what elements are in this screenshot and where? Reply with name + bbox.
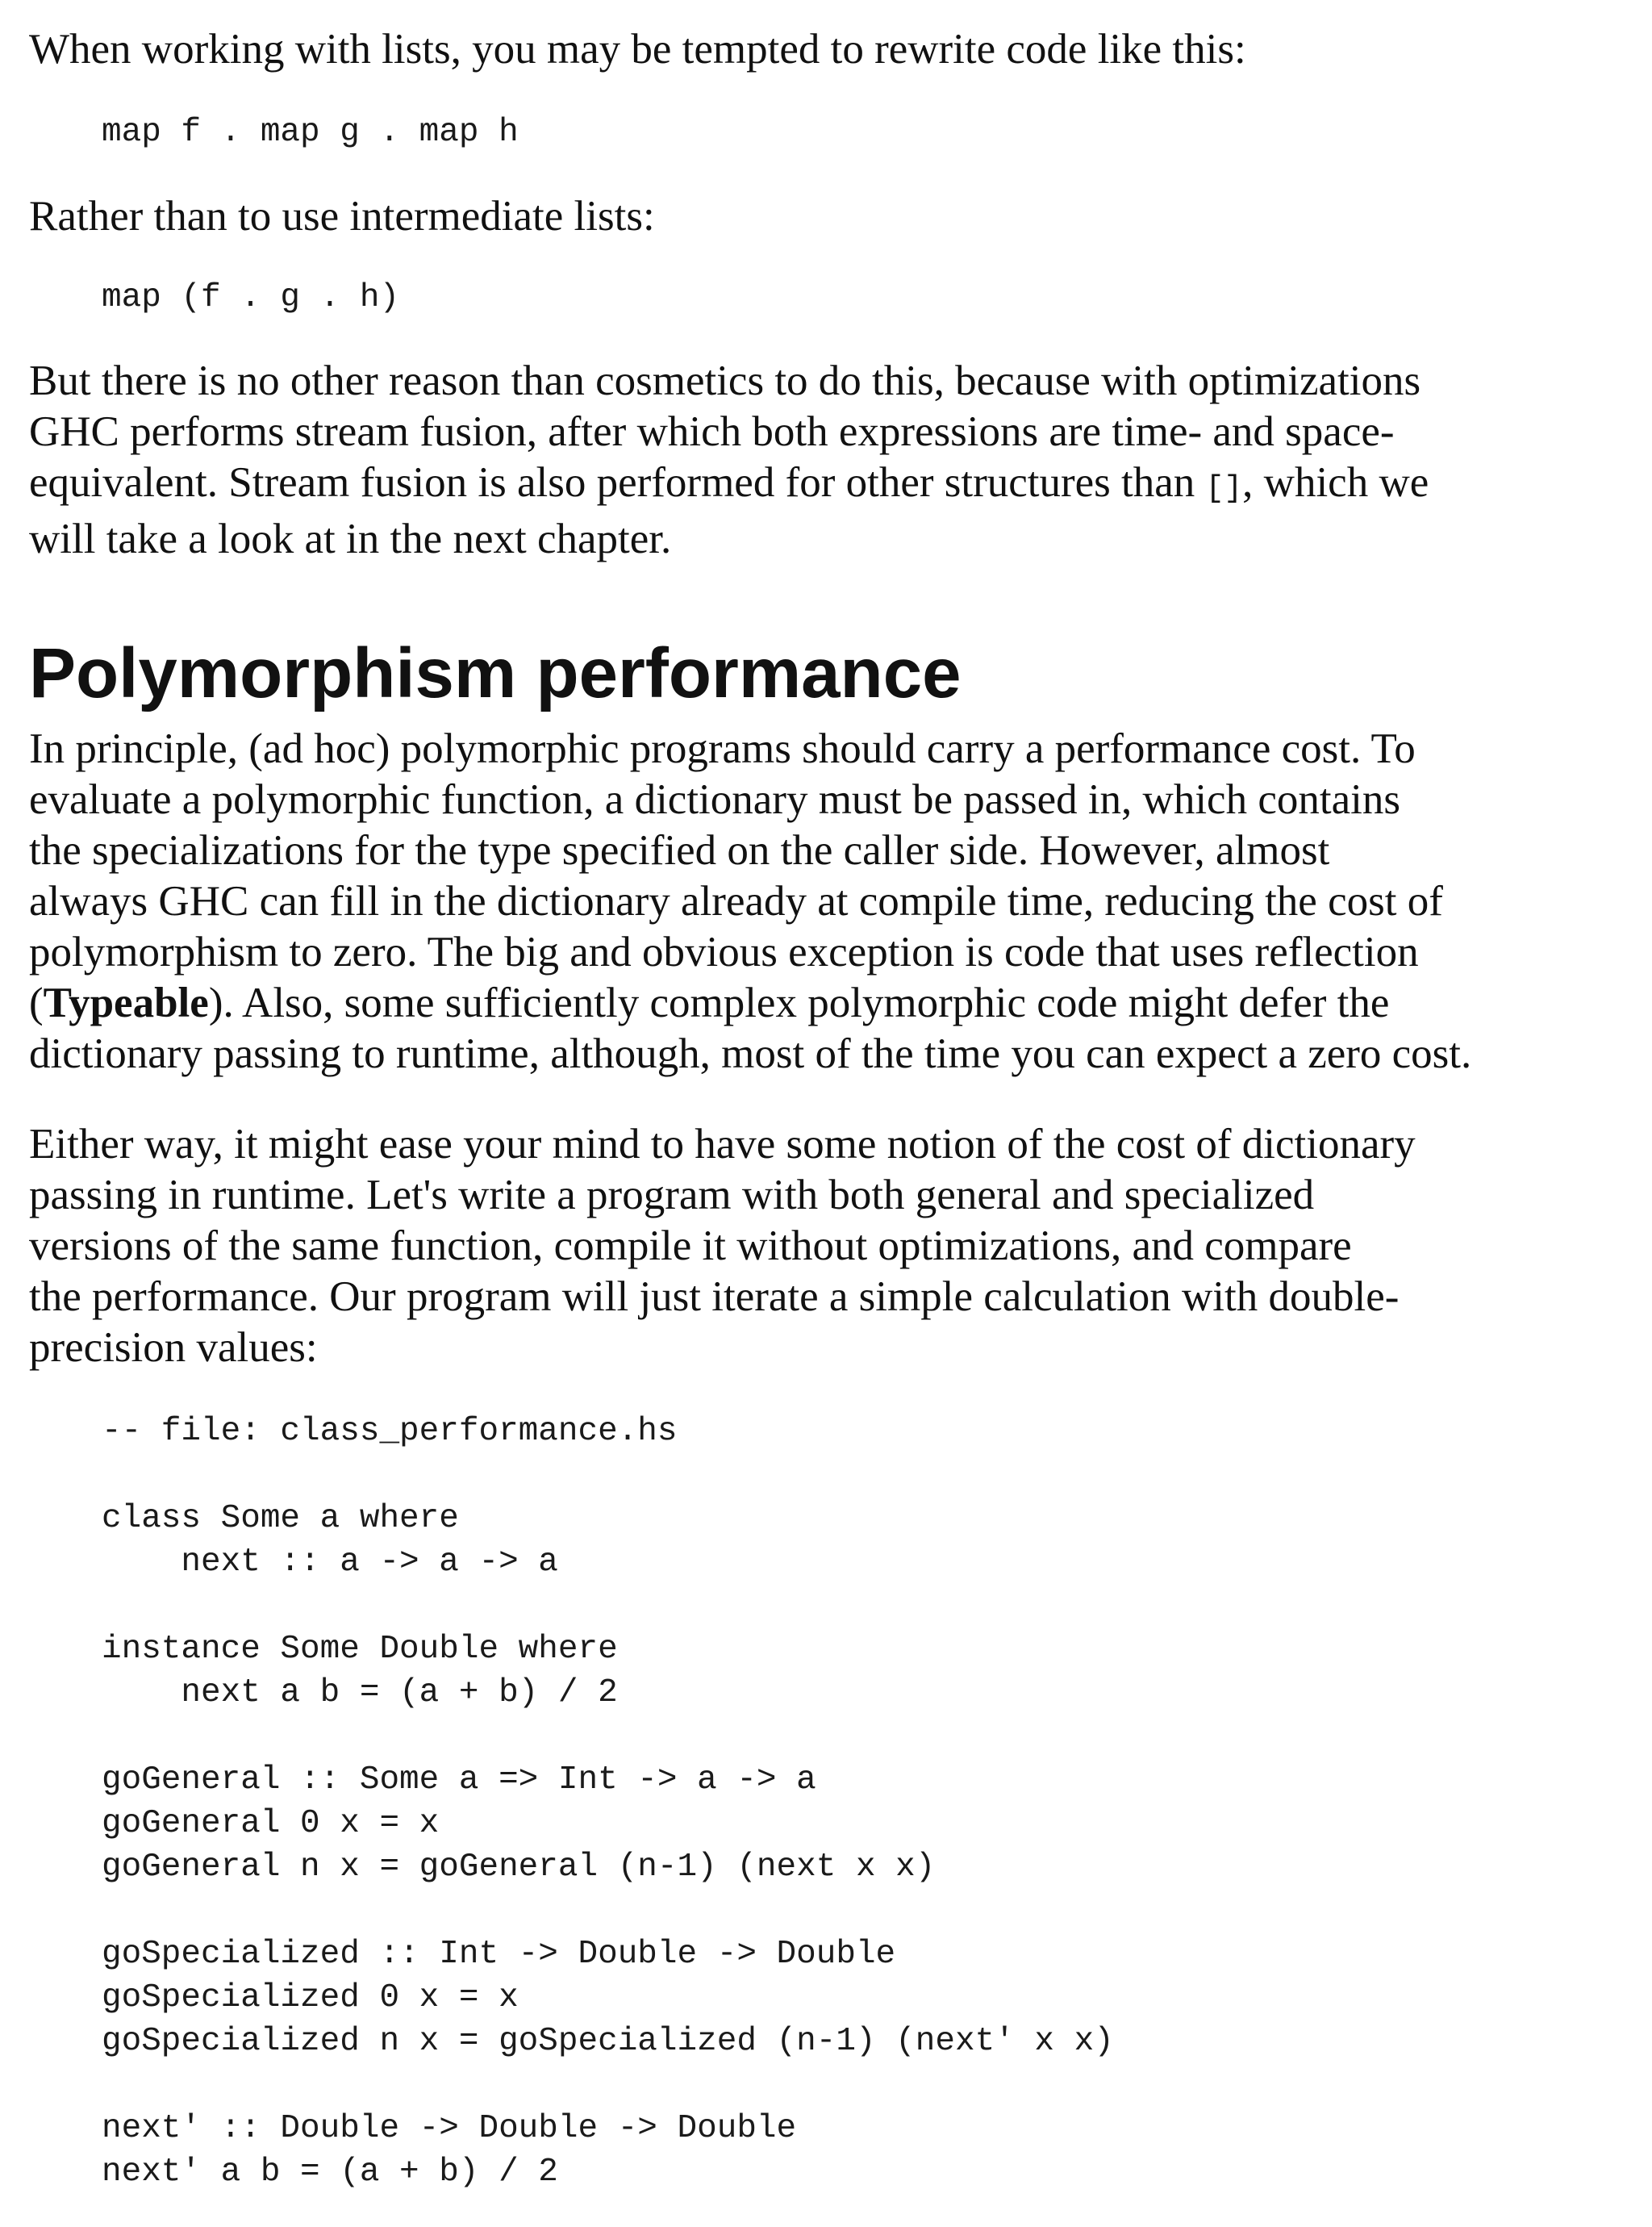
inline-code-empty-list: [] xyxy=(1205,471,1243,506)
intro-paragraph-1: When working with lists, you may be tempted to rewrite code like this: xyxy=(29,26,1246,73)
section-paragraph-1-text-a: In principle, (ad hoc) polymorphic programs should carry a performance cost. To evaluate a polymorphic function, a dictionary must be passed in, which contains the specializations for the type specified on the caller side. However, almost always GHC can fill in the dictionary already at compile time, reducing the cost of polymorphism to zero. The big and obvious exception is code that uses reflection ( xyxy=(29,725,1443,1026)
section-paragraph-1 xyxy=(29,724,1634,1080)
code-example-map-chain: map f . map g . map h xyxy=(102,114,519,151)
code-example-map-composed: map (f . g . h) xyxy=(102,279,400,316)
intro-paragraph-3-text-b: , which we will take a look at in the next chapter. xyxy=(29,459,1429,562)
section-heading: Polymorphism performance xyxy=(29,634,962,712)
typeable-keyword: Typeable xyxy=(43,980,209,1026)
code-listing-class-performance: -- file: class_performance.hs class Some a where next :: a -> a -> a instance Some Double where next a b = (a + b) / 2 goGeneral :: Some a => Int -> a -> a goGeneral 0 x = x goGeneral n x = goGeneral (n-1) (next x x) goSpecialized :: Int -> Double -> Double goSpecialized 0 x = x goSpecialized n x = goSpecialized (n-1) (next' x x) next' :: Double -> Double -> Double next' a b = (a + b) / 2 xyxy=(102,1413,1114,2191)
intro-paragraph-3-text-a: But there is no other reason than cosmetics to do this, because with optimizations GHC performs stream fusion, after which both expressions are time- and space- equivalent. Stream fusion is also performed for other structures than xyxy=(29,357,1421,506)
intro-paragraph-3 xyxy=(29,356,1634,565)
section-paragraph-2: Either way, it might ease your mind to have some notion of the cost of dictionary passing in runtime. Let's write a program with both general and specialized versions of the same function, compile it without optimizations, and compare the performance. Our program will just iterate a simple calculation with double- precision values: xyxy=(29,1121,1416,1371)
section-paragraph-1-text-b: ). Also, some sufficiently complex polymorphic code might defer the dictionary passing to runtime, although, most of the time you can expect a zero cost. xyxy=(29,980,1472,1077)
intro-paragraph-2: Rather than to use intermediate lists: xyxy=(29,193,655,240)
